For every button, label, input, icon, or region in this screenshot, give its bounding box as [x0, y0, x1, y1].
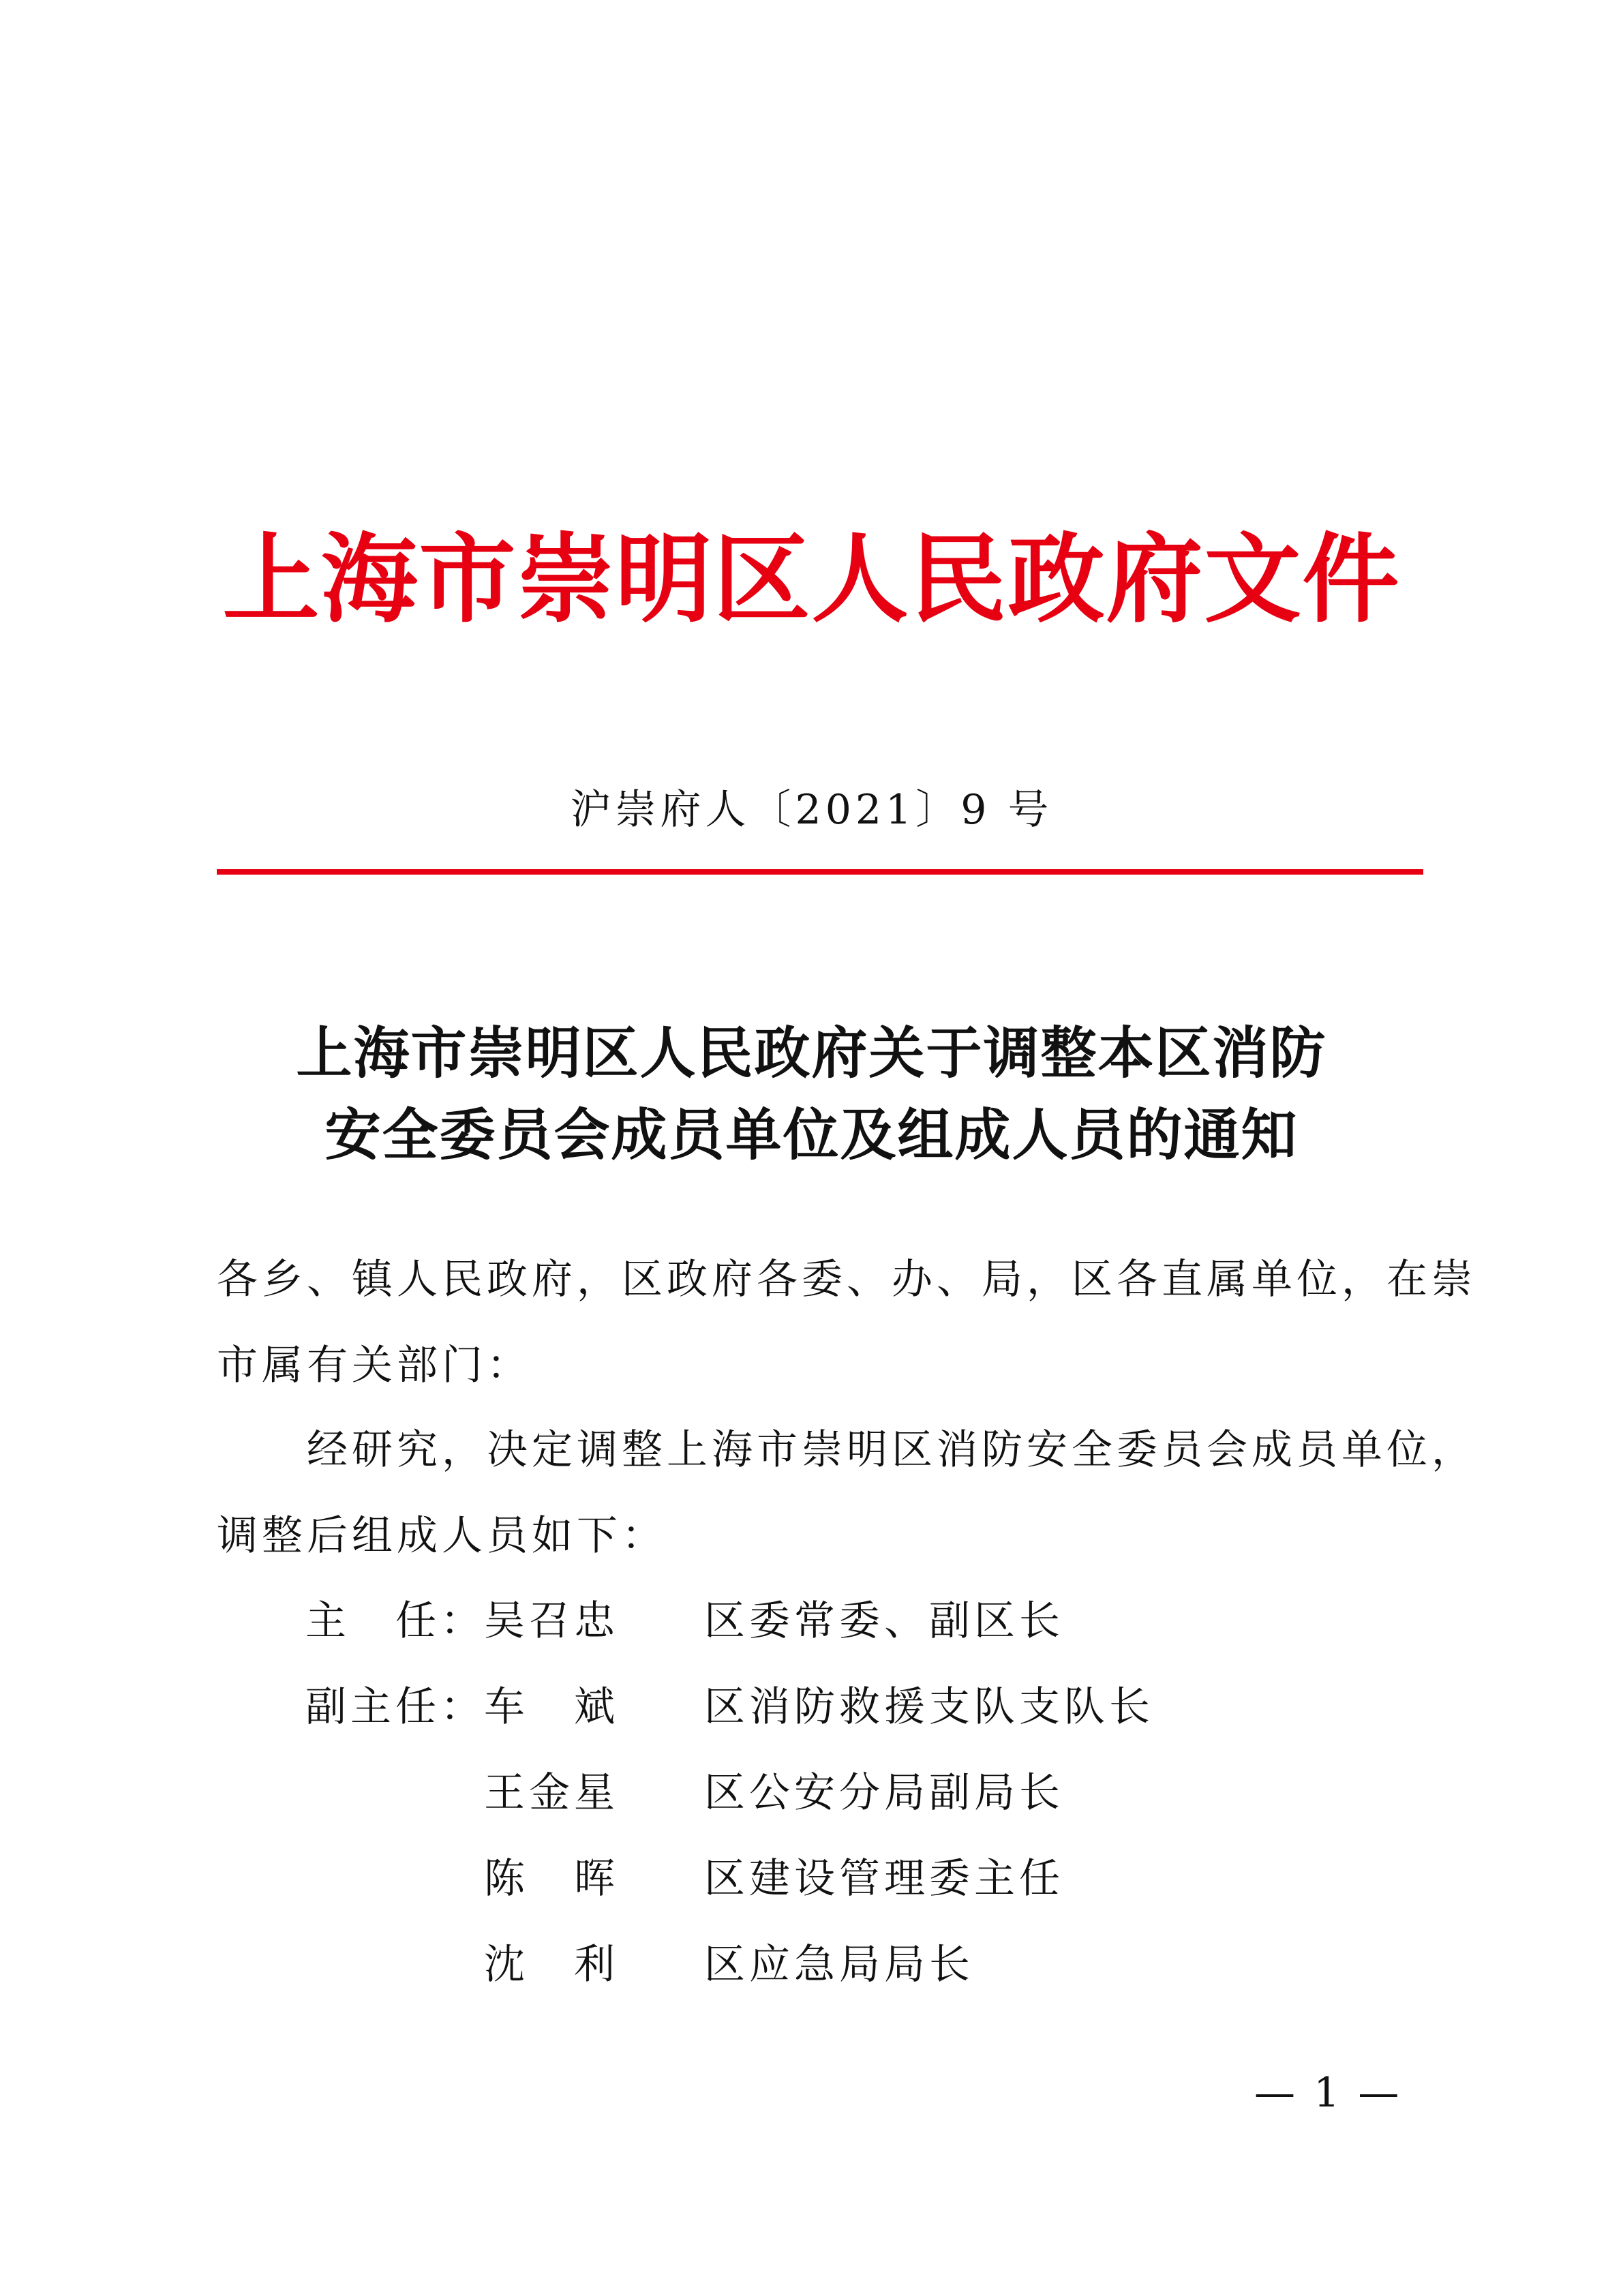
- member-name: 车 斌: [484, 1683, 619, 1731]
- intro-line: 调整后组成人员如下：: [217, 1512, 667, 1560]
- document-number: 沪崇府人〔2021〕9 号: [570, 786, 1053, 834]
- addressee-line: 各乡、镇人民政府，区政府各委、办、局，区各直属单位，在崇: [217, 1256, 1476, 1303]
- member-role: 主 任：: [305, 1597, 485, 1645]
- member-name: 陈 晖: [484, 1855, 619, 1903]
- red-separator-line: [217, 869, 1423, 875]
- issuing-authority-header: 上海市崇明区人民政府文件: [222, 523, 1401, 636]
- member-name: 吴召忠: [484, 1597, 619, 1645]
- member-name: 王金星: [484, 1769, 619, 1817]
- member-title: 区建设管理委主任: [704, 1855, 1064, 1903]
- intro-paragraph: [217, 1407, 1476, 1579]
- notice-title-line: 安全委员会成员单位及组成人员的通知: [324, 1102, 1299, 1168]
- addressee-line: 市属有关部门：: [217, 1342, 532, 1389]
- member-title: 区委常委、副区长: [704, 1597, 1064, 1645]
- member-name: 沈 利: [484, 1941, 619, 1989]
- member-title: 区公安分局副局长: [704, 1769, 1064, 1817]
- addressee-paragraph: [217, 1237, 1476, 1408]
- member-role: 副主任：: [305, 1683, 485, 1731]
- page-number: — 1 —: [1254, 2069, 1402, 2117]
- member-title: 区应急局局长: [704, 1941, 974, 1989]
- notice-title: [0, 1012, 1623, 1176]
- notice-title-line: 上海市崇明区人民政府关于调整本区消防: [296, 1021, 1327, 1086]
- member-title: 区消防救援支队支队长: [704, 1683, 1154, 1731]
- intro-line: 经研究，决定调整上海市崇明区消防安全委员会成员单位，: [217, 1426, 1476, 1474]
